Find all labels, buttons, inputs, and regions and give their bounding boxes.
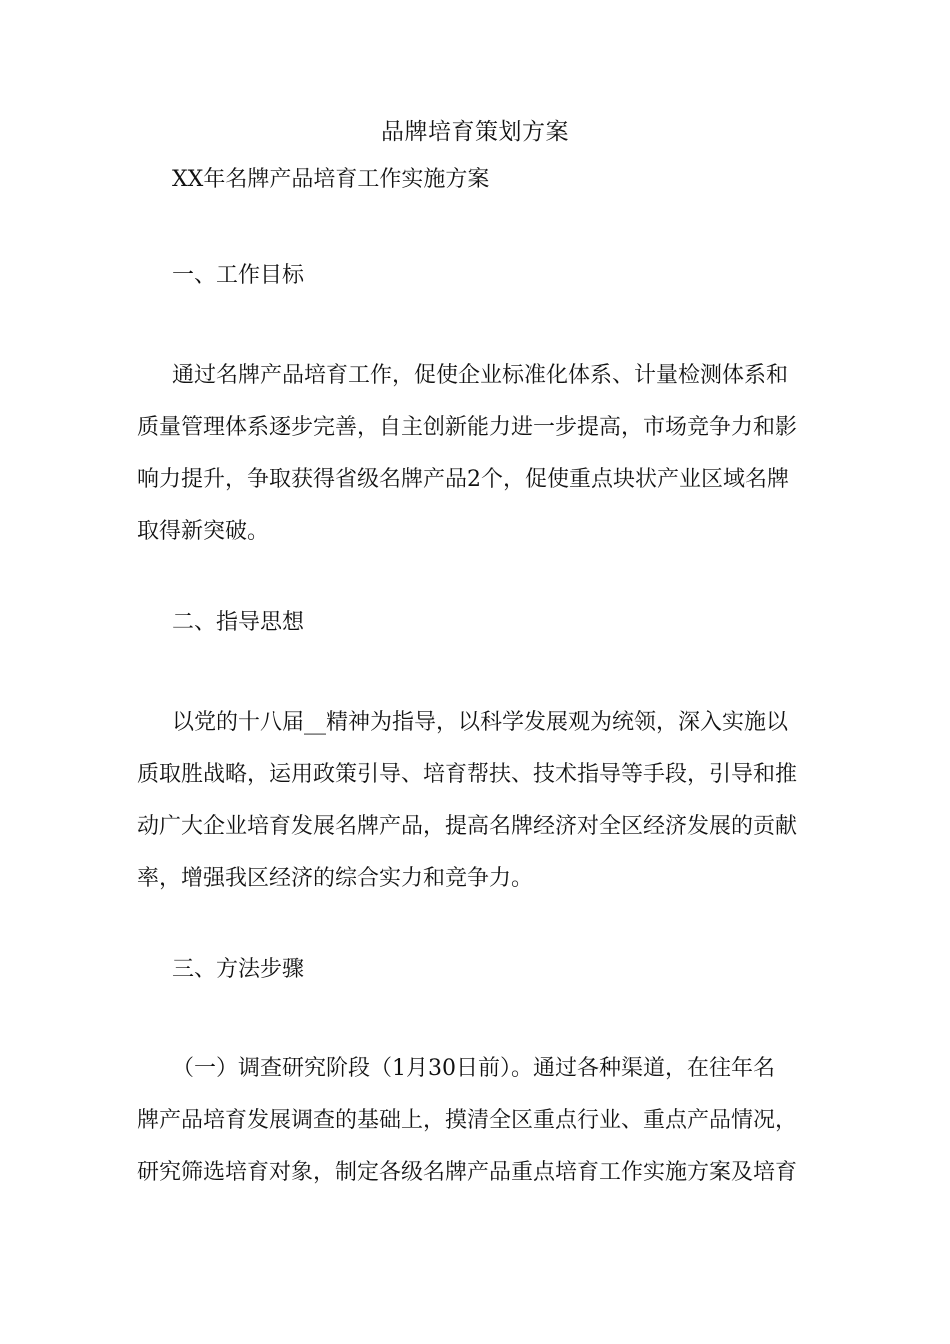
section-heading-goals: 一、工作目标	[172, 263, 305, 288]
document-subtitle: XX年名牌产品培育工作实施方案	[172, 167, 490, 192]
paragraph-line: 质量管理体系逐步完善，自主创新能力进一步提高，市场竞争力和影	[137, 415, 798, 440]
paragraph-line: 动广大企业培育发展名牌产品，提高名牌经济对全区经济发展的贡献	[137, 814, 798, 839]
section-heading-methods-steps: 三、方法步骤	[172, 957, 305, 982]
paragraph-line: 取得新突破。	[137, 519, 270, 544]
section-paragraph-guiding-ideology	[137, 697, 817, 905]
paragraph-line: 率，增强我区经济的综合实力和竞争力。	[137, 866, 534, 891]
section-paragraph-goals	[137, 350, 817, 558]
paragraph-line: 以党的十八届__精神为指导，以科学发展观为统领，深入实施以	[172, 710, 789, 735]
section-paragraph-methods-steps	[137, 1043, 817, 1199]
paragraph-line: （一）调查研究阶段（1月30日前）。通过各种渠道，在往年名	[172, 1056, 775, 1081]
paragraph-line: 响力提升，争取获得省级名牌产品2个，促使重点块状产业区域名牌	[137, 467, 789, 492]
paragraph-line: 通过名牌产品培育工作，促使企业标准化体系、计量检测体系和	[172, 363, 789, 388]
document-title: 品牌培育策划方案	[381, 119, 569, 145]
paragraph-line: 研究筛选培育对象，制定各级名牌产品重点培育工作实施方案及培育	[137, 1160, 798, 1185]
paragraph-line: 质取胜战略，运用政策引导、培育帮扶、技术指导等手段，引导和推	[137, 762, 798, 787]
section-heading-guiding-ideology: 二、指导思想	[172, 610, 305, 635]
paragraph-line: 牌产品培育发展调查的基础上，摸清全区重点行业、重点产品情况，	[137, 1108, 798, 1133]
